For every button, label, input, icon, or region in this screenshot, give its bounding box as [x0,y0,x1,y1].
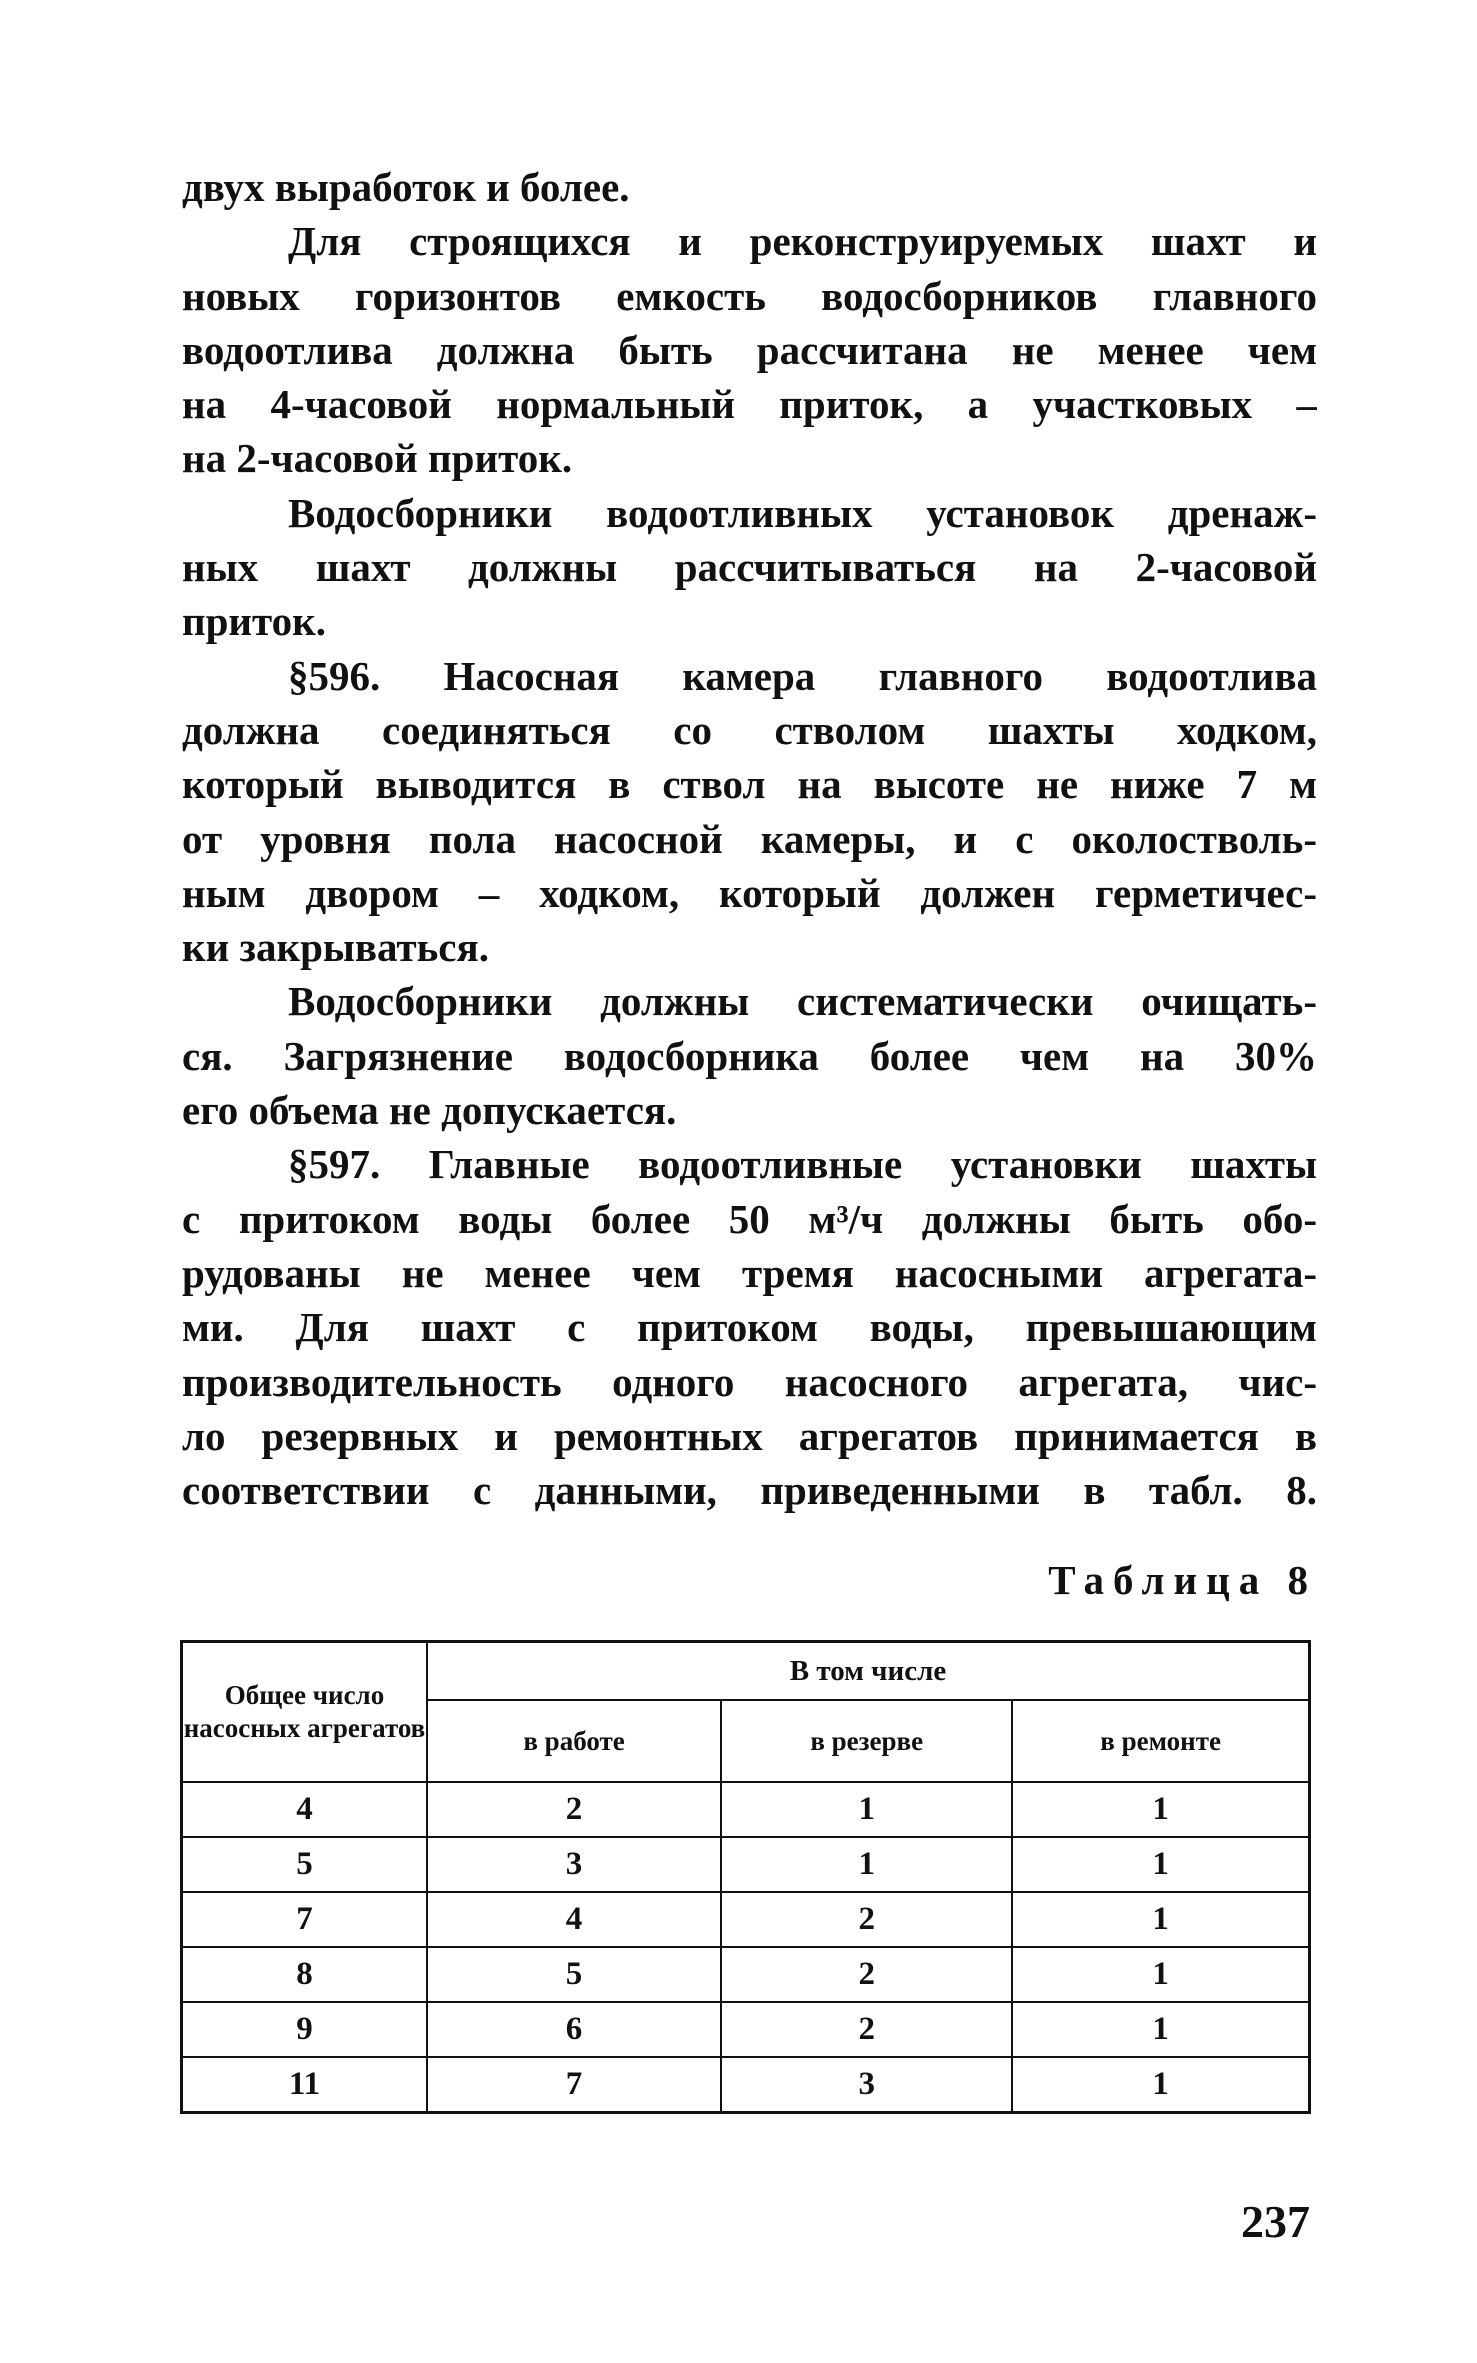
table-row [182,2002,1310,2057]
text-line: должна соединяться со стволом шахты ходком, [182,706,1317,753]
table-cell: 8 [182,1947,427,2002]
table-cell: 1 [721,1782,1012,1837]
text-line: рудованы не менее чем тремя насосными агрегата- [182,1249,1317,1296]
page [182,160,1317,2247]
table-cell: 1 [721,1837,1012,1892]
text-line: §597. Главные водоотливные установки шахты [288,1141,1317,1188]
table-cell: 1 [1012,1837,1309,1892]
pump-units-table [180,1640,1311,2114]
text-line: Для строящихся и реконструируемых шахт и [288,218,1317,265]
table-cell: 7 [427,2057,721,2113]
table-caption: Таблица 8 [1048,1557,1317,1603]
header-including: В том числе [427,1642,1310,1701]
table-cell: 2 [427,1782,721,1837]
text-line: ки закрываться. [182,924,489,971]
text-line: ным двором – ходком, который должен герметичес- [182,869,1317,916]
header-in-repair: в ремонте [1012,1700,1309,1782]
text-line: ло резервных и ремонтных агрегатов принимается в [182,1412,1317,1459]
header-in-reserve: в резерве [721,1700,1012,1782]
table-cell: 1 [1012,2002,1309,2057]
table-cell: 3 [427,1837,721,1892]
table-cell: 2 [721,1892,1012,1947]
text-line: ных шахт должны рассчитываться на 2-часовой [182,544,1317,591]
table-cell: 1 [1012,1782,1309,1837]
table-cell: 3 [721,2057,1012,2113]
table-cell: 5 [427,1947,721,2002]
text-line: его объема не допускается. [182,1087,677,1134]
table-cell: 5 [182,1837,427,1892]
table-cell: 9 [182,2002,427,2057]
text-line: от уровня пола насосной камеры, и с околостволь- [182,815,1317,862]
text-line: с притоком воды более 50 м³/ч должны быть обо- [182,1195,1317,1242]
table-cell: 7 [182,1892,427,1947]
table-row [182,1782,1310,1837]
header-in-operation: в работе [427,1700,721,1782]
table-cell: 1 [1012,1947,1309,2002]
text-line: приток. [182,598,327,645]
table-cell: 1 [1012,2057,1309,2113]
table-cell: 6 [427,2002,721,2057]
body-text [182,160,1317,1517]
text-line: ми. Для шахт с притоком воды, превышающим [182,1304,1317,1351]
page-number: 237 [1241,2196,1310,2247]
table-cell: 4 [182,1782,427,1837]
table-cell: 2 [721,1947,1012,2002]
text-line: который выводится в ствол на высоте не ниже 7 м [182,761,1317,808]
table-row [182,2057,1310,2113]
table-cell: 4 [427,1892,721,1947]
table-row [182,1892,1310,1947]
text-line: §596. Насосная камера главного водоотлива [288,652,1317,699]
text-line: новых горизонтов емкость водосборников главного [182,272,1317,319]
table-row [182,1947,1310,2002]
table-cell: 11 [182,2057,427,2113]
text-line: двух выработок и более. [182,164,630,210]
text-line: соответствии с данными, приведенными в табл. 8. [182,1467,1317,1514]
table-row [182,1837,1310,1892]
text-line: Водосборники водоотливных установок дренаж- [288,489,1317,536]
header-total-units: Общее число насосных агрегатов [182,1642,427,1783]
text-line: ся. Загрязнение водосборника более чем на 30% [182,1032,1317,1079]
text-line: на 4-часовой нормальный приток, а участковых – [182,381,1317,428]
text-line: водоотлива должна быть рассчитана не менее чем [182,326,1317,373]
text-line: Водосборники должны систематически очищать- [288,978,1317,1025]
text-line: производительность одного насосного агрегата, чис- [182,1358,1317,1405]
table-cell: 1 [1012,1892,1309,1947]
text-line: на 2-часовой приток. [182,435,573,482]
table-cell: 2 [721,2002,1012,2057]
